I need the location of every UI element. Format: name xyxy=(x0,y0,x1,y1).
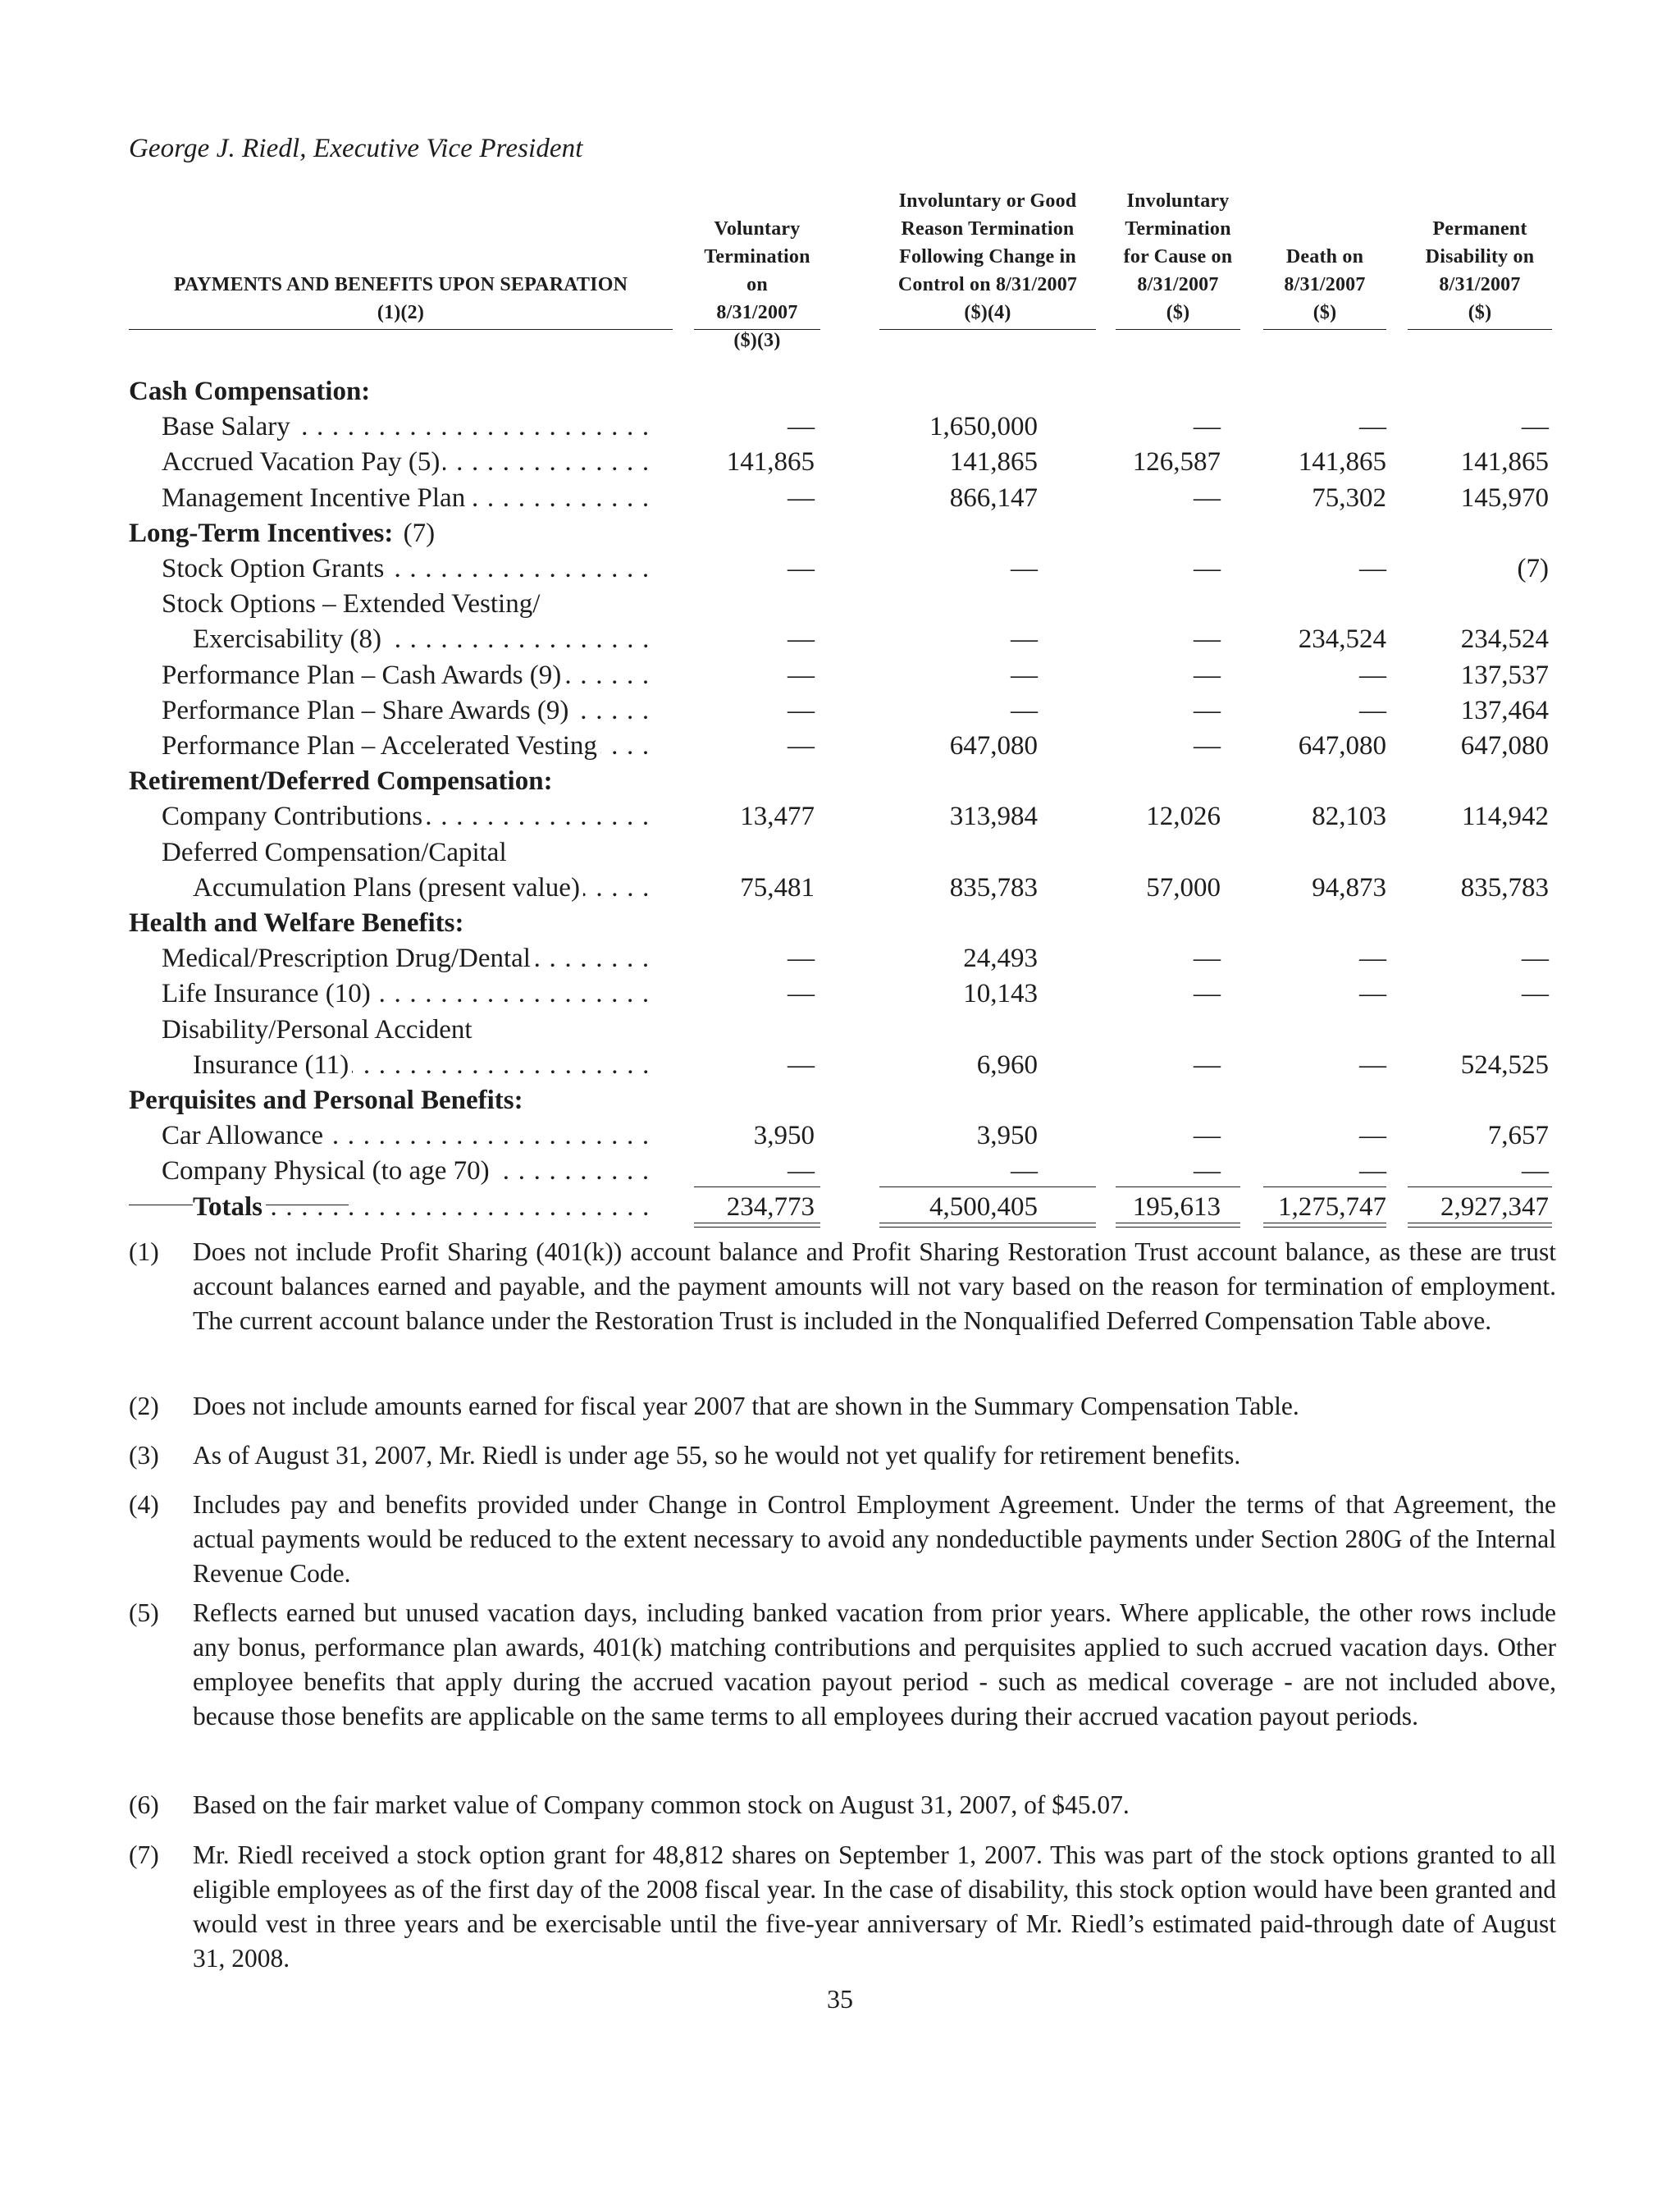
row-label xyxy=(162,587,659,622)
cell-value: — xyxy=(788,695,815,725)
cell-value: 13,477 xyxy=(740,802,815,832)
footnote xyxy=(129,1838,1556,1976)
table-row xyxy=(0,481,1680,516)
total-double-rule xyxy=(1408,1223,1552,1228)
cell-value: 141,865 xyxy=(949,447,1038,478)
cell-value: 313,984 xyxy=(949,802,1038,832)
cell-value: — xyxy=(788,1049,815,1080)
cell-value: — xyxy=(788,624,815,655)
cell-value: — xyxy=(788,731,815,761)
cell-value: 57,000 xyxy=(1146,872,1221,903)
row-label xyxy=(129,516,659,551)
column-header-1-line: Termination on xyxy=(704,246,810,295)
section-heading xyxy=(0,374,1680,409)
row-label xyxy=(193,1190,659,1225)
footnote-number: (5) xyxy=(129,1598,159,1627)
table-row xyxy=(0,941,1680,976)
cell-value: — xyxy=(1194,944,1221,974)
cell-value: 6,960 xyxy=(976,1049,1038,1080)
cell-value: — xyxy=(1194,482,1221,513)
cell-value: — xyxy=(1194,412,1221,442)
cell-value: 234,524 xyxy=(1460,624,1549,655)
cell-value: 835,783 xyxy=(949,872,1038,903)
table-row xyxy=(0,1118,1680,1154)
cell-value: — xyxy=(788,482,815,513)
subtotal-rule xyxy=(1263,1186,1386,1187)
cell-value: 75,302 xyxy=(1312,482,1386,513)
row-label-text: Cash Compensation: xyxy=(129,377,373,406)
cell-value: — xyxy=(1359,1121,1386,1151)
row-label-header-line: PAYMENTS AND BENEFITS UPON SEPARATION xyxy=(173,274,628,295)
cell-value: 4,500,405 xyxy=(929,1191,1038,1222)
table-row xyxy=(0,551,1680,587)
section-heading xyxy=(0,1083,1680,1118)
row-label-text: Stock Options – Extended Vesting/ xyxy=(162,589,543,619)
cell-value: 10,143 xyxy=(963,979,1038,1009)
cell-value: — xyxy=(1359,412,1386,442)
footnote-text: Reflects earned but unused vacation days, including banked vacation from prior years. Where applicable, the other rows include any bonus, performance plan awards, 401(k) matching contributions and perquisites applied to such accrued vacation days. Other employee benefits that apply during the accrued vacation payout period - such as medical coverage - are not included above, because those benefits are applicable on the same terms to all employees during their accrued vacation payout periods. xyxy=(193,1598,1556,1731)
cell-value: — xyxy=(1359,944,1386,974)
row-label-text: Disability/Personal Accident xyxy=(162,1015,476,1045)
cell-value: 234,524 xyxy=(1298,624,1386,655)
column-header-1-line: Voluntary xyxy=(714,218,801,240)
row-label-text: Base Salary xyxy=(162,412,294,441)
row-label-note: (7) xyxy=(396,518,436,548)
cell-value: 1,275,747 xyxy=(1278,1191,1386,1222)
table-row xyxy=(0,658,1680,693)
cell-value: — xyxy=(1194,1121,1221,1151)
section-heading xyxy=(0,764,1680,799)
column-header-rule xyxy=(1263,329,1386,330)
column-header-3-line: Termination xyxy=(1125,218,1231,240)
total-double-rule xyxy=(1263,1223,1386,1228)
cell-value: (7) xyxy=(1517,554,1549,583)
table-row xyxy=(0,871,1680,906)
cell-value: 145,970 xyxy=(1460,482,1549,513)
column-header-2-line: Involuntary or Good xyxy=(898,190,1077,212)
footnote-number: (2) xyxy=(129,1392,159,1420)
subtotal-rule xyxy=(1408,1186,1552,1187)
row-label-text: Life Insurance (10) xyxy=(162,979,374,1008)
total-double-rule xyxy=(1116,1223,1240,1228)
cell-value: — xyxy=(1522,979,1549,1009)
footnote-text: Does not include Profit Sharing (401(k)) account balance and Profit Sharing Restoration Trust account balance, as these are trust account balances earned and payable, and the payment amounts will not vary based on the reason for termination of employment. The current account balance under the Restoration Trust is included in the Nonqualified Deferred Compensation Table above. xyxy=(193,1237,1556,1335)
cell-value: — xyxy=(1011,660,1038,690)
cell-value: 195,613 xyxy=(1132,1191,1221,1222)
cell-value: 866,147 xyxy=(949,482,1038,513)
cell-value: — xyxy=(1194,660,1221,690)
row-label xyxy=(129,764,659,799)
column-header-4-line: Death on xyxy=(1285,246,1364,267)
cell-value: — xyxy=(1194,1156,1221,1186)
cell-value: 137,537 xyxy=(1460,660,1549,690)
footnote-number: (4) xyxy=(129,1490,159,1519)
cell-value: 835,783 xyxy=(1460,872,1549,903)
row-label-text: Accumulation Plans (present value) xyxy=(193,873,583,903)
column-header-5-line: ($) xyxy=(1468,302,1492,323)
footnote-number: (7) xyxy=(129,1840,159,1869)
cell-value: 141,865 xyxy=(1460,447,1549,478)
column-header-3-line: for Cause on xyxy=(1123,246,1233,267)
column-header-3-line: Involuntary xyxy=(1126,190,1230,212)
row-label xyxy=(162,1013,659,1048)
row-label-text: Insurance (11) xyxy=(193,1050,352,1080)
cell-value: — xyxy=(1011,695,1038,725)
footnote xyxy=(129,1389,1556,1424)
row-label xyxy=(162,445,659,480)
row-label xyxy=(162,658,659,693)
cell-value: — xyxy=(1194,554,1221,583)
table-row xyxy=(0,1048,1680,1083)
column-header-5-line: Disability on xyxy=(1425,246,1535,267)
row-label-text: Management Incentive Plan xyxy=(162,483,468,513)
footnote-number: (1) xyxy=(129,1237,159,1266)
table-row xyxy=(0,729,1680,764)
section-heading xyxy=(0,516,1680,551)
cell-value: 3,950 xyxy=(753,1121,815,1151)
row-label-text: Company Contributions xyxy=(162,802,426,831)
cell-value: — xyxy=(1522,1156,1549,1186)
cell-value: 137,464 xyxy=(1460,695,1549,725)
footnote-text: Does not include amounts earned for fiscal year 2007 that are shown in the Summary Compensation Table. xyxy=(193,1392,1299,1420)
cell-value: — xyxy=(1522,944,1549,974)
table-row xyxy=(0,1154,1680,1189)
column-header-2-line: Reason Termination xyxy=(901,218,1075,240)
column-header-rule xyxy=(1408,329,1552,330)
table-row xyxy=(0,799,1680,834)
page-title: George J. Riedl, Executive Vice President xyxy=(129,134,583,163)
subtotal-rule xyxy=(879,1186,1096,1187)
row-label-text: Company Physical (to age 70) xyxy=(162,1156,493,1186)
column-header-4 xyxy=(1263,243,1386,327)
cell-value: — xyxy=(1522,412,1549,442)
row-label xyxy=(162,799,659,834)
footnote xyxy=(129,1488,1556,1591)
cell-value: — xyxy=(788,412,815,442)
row-label xyxy=(162,693,659,729)
table-row xyxy=(0,1013,1680,1048)
cell-value: 114,942 xyxy=(1461,802,1549,832)
column-header-5-line: 8/31/2007 xyxy=(1439,274,1521,295)
column-header-5-line: Permanent xyxy=(1432,218,1527,240)
column-header-1 xyxy=(694,215,820,351)
footnote-number: (6) xyxy=(129,1790,159,1819)
cell-value: 12,026 xyxy=(1146,802,1221,832)
cell-value: — xyxy=(1194,731,1221,761)
cell-value: 141,865 xyxy=(726,447,815,478)
column-header-2-line: Control on 8/31/2007 xyxy=(897,274,1078,295)
cell-value: 647,080 xyxy=(1460,731,1549,761)
cell-value: — xyxy=(788,1156,815,1186)
row-label-text: Car Allowance xyxy=(162,1121,326,1150)
cell-value: — xyxy=(1359,1049,1386,1080)
column-header-4-line: ($) xyxy=(1312,302,1337,323)
row-label xyxy=(162,1118,659,1154)
footnote-text: Includes pay and benefits provided under Change in Control Employment Agreement. Under the terms of that Agreement, the actual payments would be reduced to the extent necessary to avoid any nondeductible payments under Section 280G of the Internal Revenue Code. xyxy=(193,1490,1556,1588)
column-header-rule xyxy=(694,329,820,330)
subtotal-rule xyxy=(694,1186,820,1187)
cell-value: 3,950 xyxy=(976,1121,1038,1151)
row-label xyxy=(162,551,659,587)
cell-value: — xyxy=(1359,660,1386,690)
row-label-text: Deferred Compensation/Capital xyxy=(162,838,510,867)
row-label xyxy=(193,871,659,906)
column-header-1-line: 8/31/2007 xyxy=(716,302,798,323)
column-header-3 xyxy=(1116,187,1240,327)
footnote xyxy=(129,1788,1556,1822)
page-number: 35 xyxy=(827,1984,853,2014)
cell-value: — xyxy=(788,979,815,1009)
column-header-2-line: ($)(4) xyxy=(964,302,1011,323)
cell-value: — xyxy=(1194,1049,1221,1080)
column-header-rule xyxy=(879,329,1096,330)
footnote xyxy=(129,1596,1556,1734)
header-rule xyxy=(129,329,673,330)
row-label-text: Stock Option Grants xyxy=(162,554,387,583)
column-header-5 xyxy=(1408,215,1552,327)
cell-value: — xyxy=(1359,979,1386,1009)
table-row xyxy=(0,445,1680,480)
row-label xyxy=(193,622,659,657)
cell-value: — xyxy=(1011,1156,1038,1186)
column-header-3-line: ($) xyxy=(1166,302,1190,323)
cell-value: 126,587 xyxy=(1132,447,1221,478)
row-label-text: Long-Term Incentives: xyxy=(129,519,396,548)
cell-value: 141,865 xyxy=(1298,447,1386,478)
column-header-rule xyxy=(1116,329,1240,330)
row-label-text: Accrued Vacation Pay (5) xyxy=(162,447,443,477)
cell-value: — xyxy=(1194,624,1221,655)
total-double-rule xyxy=(879,1223,1096,1228)
table-row xyxy=(0,835,1680,871)
cell-value: — xyxy=(788,944,815,974)
cell-value: 1,650,000 xyxy=(929,412,1038,442)
cell-value: — xyxy=(1359,554,1386,583)
cell-value: 82,103 xyxy=(1312,802,1386,832)
row-label-text: Performance Plan – Share Awards (9) xyxy=(162,696,572,725)
cell-value: 7,657 xyxy=(1487,1121,1549,1151)
table-row xyxy=(0,622,1680,657)
row-label-text: Performance Plan – Accelerated Vesting xyxy=(162,731,600,761)
cell-value: 524,525 xyxy=(1460,1049,1549,1080)
cell-value: 24,493 xyxy=(963,944,1038,974)
footnote-text: Based on the fair market value of Company common stock on August 31, 2007, of $45.07. xyxy=(193,1790,1130,1819)
cell-value: 234,773 xyxy=(726,1191,815,1222)
column-header-4-line: 8/31/2007 xyxy=(1284,274,1366,295)
table-row xyxy=(0,409,1680,445)
row-label-text: Health and Welfare Benefits: xyxy=(129,908,468,938)
row-label xyxy=(162,941,659,976)
total-double-rule xyxy=(694,1223,820,1228)
row-label-text: Totals xyxy=(193,1192,266,1222)
table-row xyxy=(0,976,1680,1012)
row-label-text: Performance Plan – Cash Awards (9) xyxy=(162,661,564,690)
row-label xyxy=(162,1154,659,1189)
section-heading xyxy=(0,906,1680,941)
row-label xyxy=(162,835,659,871)
row-label-header-line: (1)(2) xyxy=(377,302,425,323)
footnote xyxy=(129,1438,1556,1473)
cell-value: 647,080 xyxy=(1298,731,1386,761)
footnote-text: Mr. Riedl received a stock option grant for 48,812 shares on September 1, 2007. This was part of the stock options granted to all eligible employees as of the first day of the 2008 fiscal year. In the case of disability, this stock option would have been granted and would vest in three years and be exercisable until the five-year anniversary of Mr. Riedl’s estimated paid-through date of August 31, 2008. xyxy=(193,1840,1556,1973)
row-label-header xyxy=(129,271,673,327)
column-header-2 xyxy=(879,187,1096,327)
cell-value: 647,080 xyxy=(949,731,1038,761)
cell-value: — xyxy=(788,660,815,690)
row-label xyxy=(162,409,659,445)
cell-value: — xyxy=(1359,695,1386,725)
cell-value: 75,481 xyxy=(740,872,815,903)
table-row xyxy=(0,587,1680,622)
row-label xyxy=(129,374,659,409)
cell-value: — xyxy=(788,554,815,583)
footnote xyxy=(129,1235,1556,1338)
table-row xyxy=(0,1190,1680,1225)
row-label-text: Retirement/Deferred Compensation: xyxy=(129,766,556,796)
table-row xyxy=(0,693,1680,729)
cell-value: — xyxy=(1194,979,1221,1009)
row-label xyxy=(129,906,659,941)
row-label-text: Medical/Prescription Drug/Dental xyxy=(162,944,534,973)
column-header-2-line: Following Change in xyxy=(899,246,1076,267)
cell-value: — xyxy=(1011,554,1038,583)
row-label xyxy=(129,1083,659,1118)
column-header-1-line: ($)(3) xyxy=(733,330,781,351)
cell-value: — xyxy=(1359,1156,1386,1186)
cell-value: 94,873 xyxy=(1312,872,1386,903)
subtotal-rule xyxy=(1116,1186,1240,1187)
row-label xyxy=(162,481,659,516)
cell-value: — xyxy=(1011,624,1038,655)
row-label-text: Perquisites and Personal Benefits: xyxy=(129,1086,527,1115)
footnote-text: As of August 31, 2007, Mr. Riedl is under age 55, so he would not yet qualify for retirement benefits. xyxy=(193,1441,1241,1470)
cell-value: — xyxy=(1194,695,1221,725)
footnote-number: (3) xyxy=(129,1441,159,1470)
row-label xyxy=(162,976,659,1012)
column-header-3-line: 8/31/2007 xyxy=(1137,274,1219,295)
row-label-text: Exercisability (8) xyxy=(193,624,385,654)
cell-value: 2,927,347 xyxy=(1440,1191,1549,1222)
row-label xyxy=(193,1048,659,1083)
row-label xyxy=(162,729,659,764)
